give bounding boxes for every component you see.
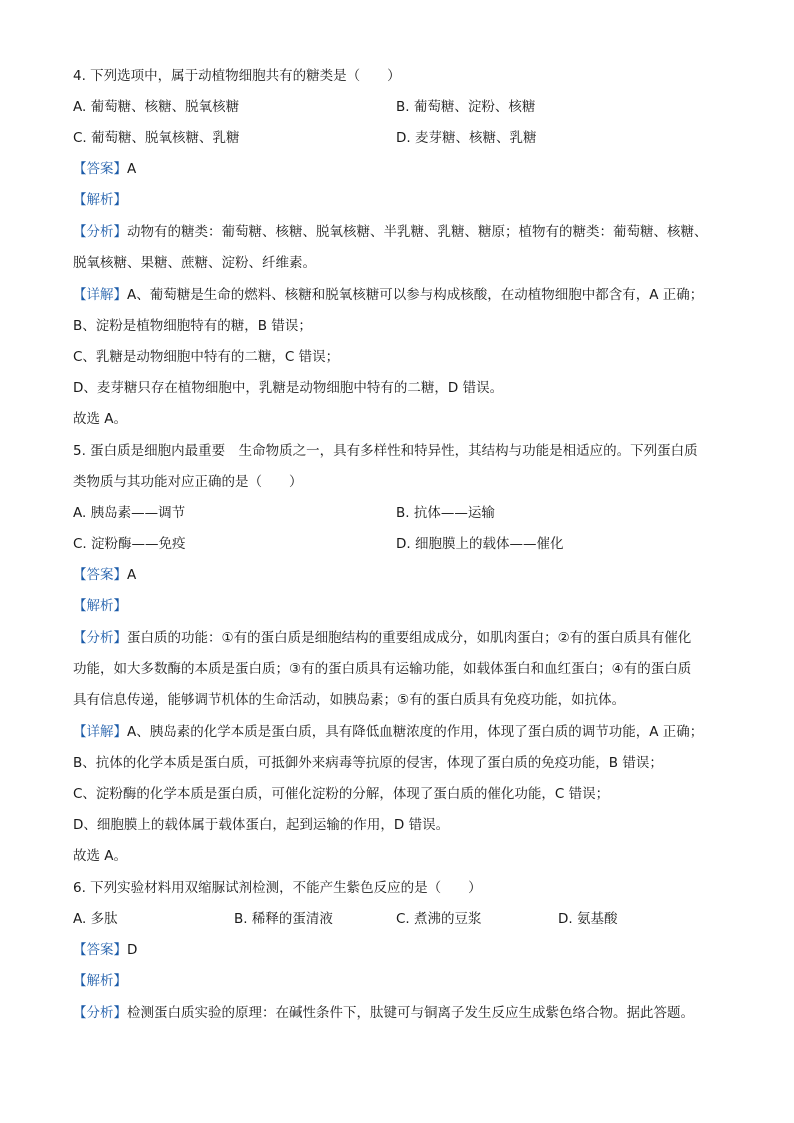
fenxi-text: 检测蛋白质实验的原理：在碱性条件下，肽键可与铜离子发生反应生成紫色络合物。据此答题。 [127, 1005, 694, 1021]
q6-option-b: B. 稀释的蛋清液 [234, 911, 333, 927]
q6-option-c: C. 煮沸的豆浆 [396, 911, 482, 927]
answer-value: A [127, 567, 137, 583]
fenxi-tag: 【分析】 [73, 1005, 127, 1021]
q5-fenxi-1 [73, 628, 733, 648]
q4-conclusion: 故选 A。 [73, 411, 128, 427]
q5-option-d: D. 细胞膜上的载体——催化 [396, 536, 564, 552]
q5-answer [73, 565, 733, 585]
q6-analysis-tag: 【解析】 [73, 973, 127, 989]
answer-tag: 【答案】 [73, 161, 127, 177]
q6-option-a: A. 多肽 [73, 911, 118, 927]
q5-xiangjie-2: B、抗体的化学本质是蛋白质，可抵御外来病毒等抗原的侵害，体现了蛋白质的免疫功能，B 错误； [73, 755, 663, 771]
fenxi-tag: 【分析】 [73, 224, 127, 240]
q6-option-d: D. 氨基酸 [558, 911, 618, 927]
q4-answer [73, 159, 733, 179]
q5-option-b: B. 抗体——运输 [396, 505, 495, 521]
answer-tag: 【答案】 [73, 567, 127, 583]
q5-option-c: C. 淀粉酶——免疫 [73, 536, 186, 552]
q4-option-c: C. 葡萄糖、脱氧核糖、乳糖 [73, 130, 240, 146]
q5-xiangjie-4: D、细胞膜上的载体属于载体蛋白，起到运输的作用，D 错误。 [73, 817, 450, 833]
q5-fenxi-3: 具有信息传递，能够调节机体的生命活动，如胰岛素；⑤有的蛋白质具有免疫功能，如抗体。 [73, 692, 626, 708]
xiangjie-tag: 【详解】 [73, 724, 127, 740]
q5-xiangjie-3: C、淀粉酶的化学本质是蛋白质，可催化淀粉的分解，体现了蛋白质的催化功能，C 错误； [73, 786, 610, 802]
q5-fenxi-2: 功能，如大多数酶的本质是蛋白质；③有的蛋白质具有运输功能，如载体蛋白和血红蛋白；④有的蛋白质 [73, 661, 692, 677]
q6-fenxi-1 [73, 1003, 733, 1023]
q5-option-a: A. 胰岛素——调节 [73, 505, 186, 521]
q4-option-a: A. 葡萄糖、核糖、脱氧核糖 [73, 99, 240, 115]
xiangjie-text: A、葡萄糖是生命的燃料、核糖和脱氧核糖可以参与构成核酸，在动植物细胞中都含有，A 正确； [127, 287, 704, 303]
xiangjie-text: A、胰岛素的化学本质是蛋白质，具有降低血糖浓度的作用，体现了蛋白质的调节功能，A 正确； [127, 724, 704, 740]
xiangjie-tag: 【详解】 [73, 287, 127, 303]
q4-stem: 4. 下列选项中，属于动植物细胞共有的糖类是（ ） [73, 68, 401, 84]
answer-value: D [127, 942, 138, 958]
q5-stem-1: 5. 蛋白质是细胞内最重要 生命物质之一，具有多样性和特异性，其结构与功能是相适应的。下列蛋白质 [73, 443, 698, 459]
answer-tag: 【答案】 [73, 942, 127, 958]
q4-xiangjie-3: C、乳糖是动物细胞中特有的二糖，C 错误； [73, 349, 340, 365]
fenxi-text: 动物有的糖类：葡萄糖、核糖、脱氧核糖、半乳糖、乳糖、糖原；植物有的糖类：葡萄糖、核糖、 [127, 224, 708, 240]
q5-xiangjie-1 [73, 722, 733, 742]
q4-option-d: D. 麦芽糖、核糖、乳糖 [396, 130, 537, 146]
q5-stem-2: 类物质与其功能对应正确的是（ ） [73, 474, 303, 490]
q4-xiangjie-1 [73, 285, 733, 305]
q4-xiangjie-4: D、麦芽糖只存在植物细胞中，乳糖是动物细胞中特有的二糖，D 错误。 [73, 380, 504, 396]
q4-analysis-tag: 【解析】 [73, 192, 127, 208]
q5-analysis-tag: 【解析】 [73, 598, 127, 614]
fenxi-tag: 【分析】 [73, 630, 127, 646]
q5-conclusion: 故选 A。 [73, 848, 128, 864]
q4-fenxi-1 [73, 222, 733, 242]
fenxi-text: 蛋白质的功能：①有的蛋白质是细胞结构的重要组成成分，如肌肉蛋白；②有的蛋白质具有催化 [127, 630, 692, 646]
q6-stem: 6. 下列实验材料用双缩脲试剂检测，不能产生紫色反应的是（ ） [73, 880, 482, 896]
q6-answer [73, 940, 733, 960]
q4-option-b: B. 葡萄糖、淀粉、核糖 [396, 99, 536, 115]
q4-fenxi-2: 脱氧核糖、果糖、蔗糖、淀粉、纤维素。 [73, 255, 316, 271]
answer-value: A [127, 161, 137, 177]
q4-xiangjie-2: B、淀粉是植物细胞特有的糖，B 错误； [73, 318, 312, 334]
